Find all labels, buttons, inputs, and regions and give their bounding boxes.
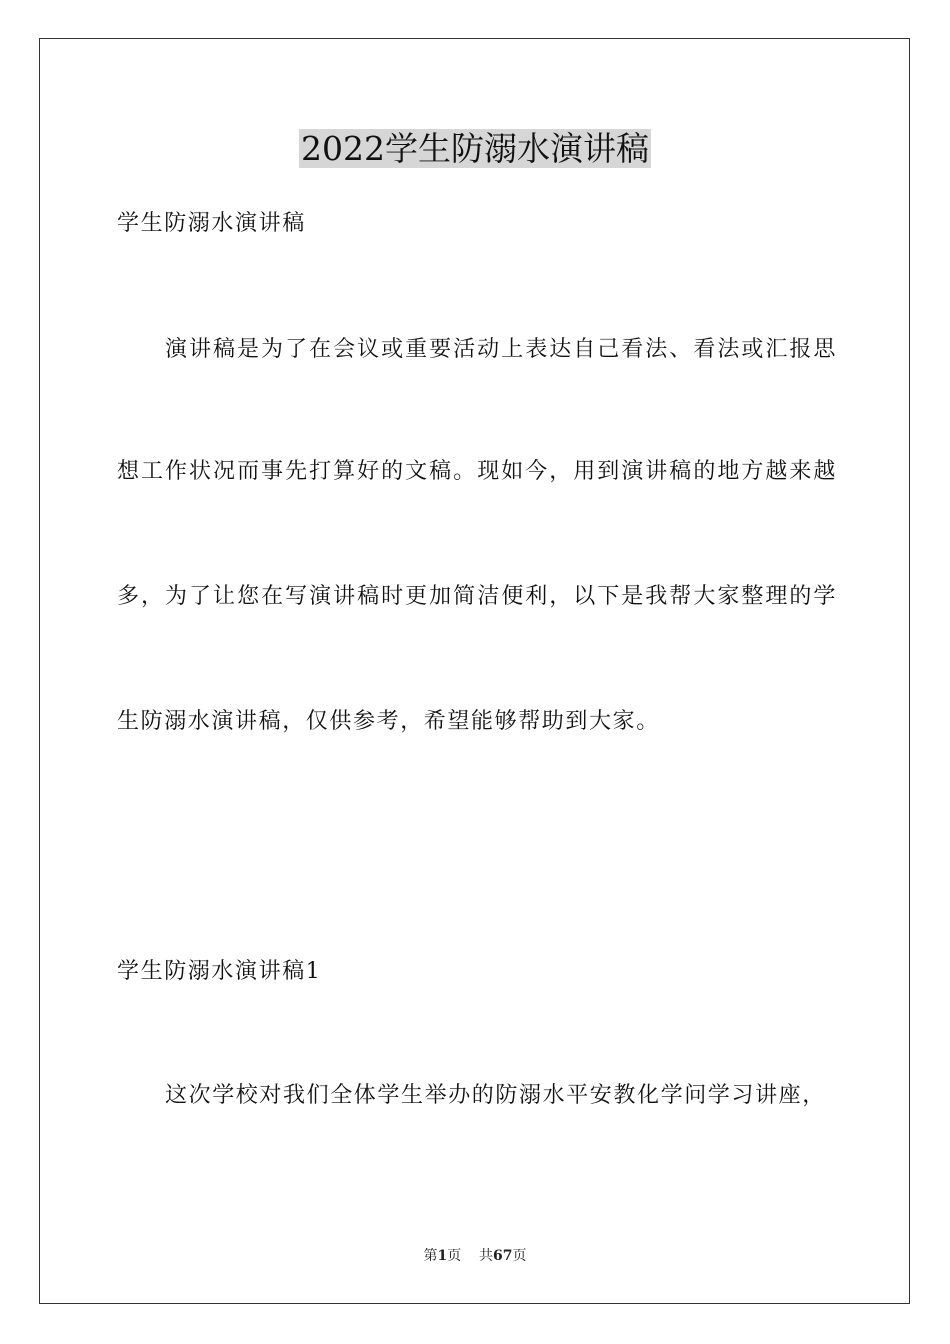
footer-page-suffix: 页 [447,1248,462,1264]
footer-page-number: 1 [437,1248,448,1264]
document-subtitle: 学生防溺水演讲稿 [117,211,306,236]
intro-line-3: 多，为了让您在写演讲稿时更加简洁便利，以下是我帮大家整理的学 [117,584,837,609]
intro-line-1: 演讲稿是为了在会议或重要活动上表达自己看法、看法或汇报思 [165,337,837,362]
section-heading: 学生防溺水演讲稿1 [117,959,322,984]
document-title-text: 2022学生防溺水演讲稿 [301,129,649,168]
footer-total-prefix: 共 [479,1248,494,1264]
page-footer [0,1246,950,1266]
document-title [0,126,950,172]
intro-line-4: 生防溺水演讲稿，仅供参考，希望能够帮助到大家。 [117,709,660,734]
section-line-1: 这次学校对我们全体学生举办的防溺水平安教化学问学习讲座， [165,1083,826,1108]
footer-total-pages: 67 [493,1248,513,1264]
intro-line-2: 想工作状况而事先打算好的文稿。现如今，用到演讲稿的地方越来越 [117,459,837,484]
footer-page-prefix: 第 [423,1248,438,1264]
footer-total-suffix: 页 [512,1248,527,1264]
